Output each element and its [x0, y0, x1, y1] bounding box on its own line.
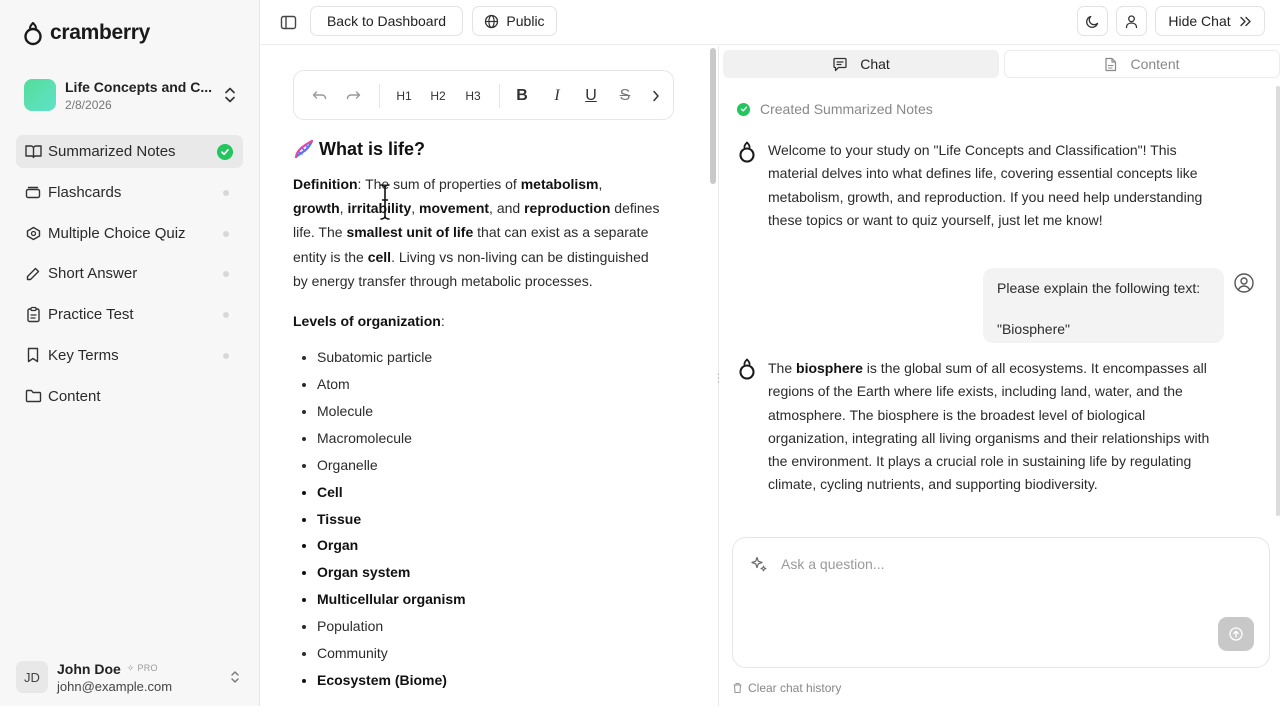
theme-toggle-button[interactable]	[1077, 6, 1108, 36]
visibility-button[interactable]	[472, 6, 557, 36]
list-item: • Atom	[317, 371, 663, 398]
toolbar-divider	[379, 84, 380, 108]
moon-icon	[1085, 14, 1100, 29]
avatar: JD	[16, 661, 48, 693]
text-run: : The sum of properties of	[357, 176, 521, 192]
brand-name: cramberry	[50, 21, 151, 44]
target-icon	[24, 224, 42, 242]
levels-label: Levels of organization	[293, 313, 441, 330]
notes-editor[interactable]	[261, 46, 716, 706]
text-run: ,	[339, 200, 348, 217]
sidebar-item-key-terms[interactable]	[16, 339, 243, 372]
chevron-up-down-icon[interactable]	[228, 669, 242, 685]
bold-button[interactable]: B	[516, 87, 528, 104]
user-message-line: Please explain the following text:	[997, 280, 1201, 296]
definition-label: Definition	[293, 176, 358, 192]
assistant-answer-message	[768, 357, 1213, 497]
tab-content-label: Content	[1130, 56, 1180, 72]
cramberry-bot-icon	[737, 357, 757, 381]
document-icon	[1104, 57, 1117, 72]
status-badge	[737, 101, 933, 117]
text-run: . Living vs non-living can be distinguished by energy transfer through metabolic processes.	[293, 248, 649, 289]
list-item: • Cell	[317, 479, 663, 506]
pro-badge-label: PRO	[137, 663, 158, 673]
project-thumbnail	[24, 79, 56, 111]
hide-chat-label: Hide Chat	[1168, 13, 1231, 29]
globe-icon	[484, 14, 499, 29]
cards-icon	[24, 183, 42, 201]
toolbar-divider	[499, 84, 500, 108]
text-run: ,	[598, 176, 603, 192]
profile-button[interactable]	[1116, 6, 1147, 36]
list-item: • Population	[317, 613, 663, 640]
cramberry-logo-icon	[22, 20, 44, 46]
bold-term: reproduction	[524, 200, 611, 217]
user-email: john@example.com	[57, 678, 173, 694]
sidebar-item-label: Summarized Notes	[48, 143, 176, 160]
cramberry-bot-icon	[737, 140, 757, 164]
note-heading-text: What is life?	[319, 138, 426, 159]
chat-input[interactable]	[781, 552, 1201, 576]
chat-scrollbar[interactable]	[1276, 86, 1280, 516]
levels-list	[293, 344, 663, 694]
text-run: ,	[411, 200, 420, 217]
note-heading	[293, 136, 663, 162]
folder-icon	[24, 387, 42, 405]
heading-2-button[interactable]: H2	[430, 89, 446, 103]
bold-term: growth	[293, 200, 340, 217]
chat-panel	[719, 46, 1280, 706]
list-item: • Tissue	[317, 506, 663, 533]
user-icon	[1124, 14, 1139, 29]
user-name: John Doe	[57, 660, 121, 677]
list-item: • Molecule	[317, 398, 663, 425]
sidebar-item-short-answer[interactable]	[16, 257, 243, 290]
sidebar-item-summarized-notes[interactable]	[16, 135, 243, 168]
sidebar-item-content[interactable]	[16, 380, 243, 413]
chat-bubble-icon	[832, 57, 848, 72]
sidebar-item-label: Practice Test	[48, 306, 134, 324]
bold-term: movement	[419, 200, 490, 217]
send-button[interactable]	[1218, 617, 1254, 651]
chat-composer	[732, 537, 1270, 668]
status-dot	[223, 231, 229, 237]
text-run: is the global sum of all ecosystems. It encompasses all regions of the Earth where life exists, including land, water, and the atmosphere. The biosphere is the broadest level of biological organization, integrating all living organisms and their relationships with the environment. It plays a crucial role in sustaining life by regulating climate, cycling nutrients, and supporting biodiversity.	[768, 360, 1210, 493]
sidebar	[0, 0, 260, 706]
sidebar-item-label: Content	[48, 387, 101, 405]
sidebar-item-multiple-choice-quiz[interactable]	[16, 217, 243, 250]
check-circle-icon	[737, 103, 750, 116]
bold-term: smallest unit of life	[346, 224, 474, 241]
sidebar-item-label: Short Answer	[48, 265, 138, 283]
project-title: Life Concepts and C...	[65, 78, 213, 95]
text-run: The	[768, 360, 797, 376]
status-dot	[223, 312, 229, 318]
text-run: , and	[489, 200, 525, 217]
user-message-bubble	[983, 268, 1224, 343]
dna-icon	[293, 138, 315, 160]
visibility-label: Public	[506, 13, 545, 29]
editor-toolbar	[293, 70, 674, 120]
levels-colon: :	[440, 313, 445, 330]
sidebar-item-flashcards[interactable]	[16, 176, 243, 209]
clear-chat-history-button[interactable]	[732, 681, 841, 695]
project-selector[interactable]	[24, 76, 240, 114]
tab-content[interactable]	[1004, 50, 1280, 78]
status-dot	[223, 190, 229, 196]
undo-icon[interactable]	[308, 84, 330, 108]
list-item: • Organ system	[317, 559, 663, 586]
sidebar-nav	[16, 135, 243, 421]
text-run: defines life. The	[293, 200, 660, 241]
definition-paragraph	[293, 172, 663, 293]
pencil-icon	[24, 265, 42, 283]
list-item: • Subatomic particle	[317, 344, 663, 371]
clear-chat-label: Clear chat history	[748, 681, 842, 695]
clipboard-icon	[24, 306, 42, 324]
user-avatar-icon	[1233, 272, 1255, 294]
bold-term: irritability	[347, 200, 412, 217]
sparkles-icon	[750, 555, 768, 573]
list-item: • Organ	[317, 532, 663, 559]
bold-term: metabolism	[520, 176, 599, 192]
project-date: 2/8/2026	[65, 97, 112, 112]
chat-tabs	[723, 50, 1278, 78]
user-message-quote: "Biosphere"	[997, 321, 1070, 337]
list-item: • Multicellular organism	[317, 586, 663, 613]
back-to-dashboard-button[interactable]: Back to Dashboard	[310, 6, 463, 36]
heading-3-button[interactable]: H3	[465, 89, 481, 103]
notes-document	[293, 136, 663, 694]
sidebar-item-practice-test[interactable]	[16, 298, 243, 331]
top-bar	[261, 0, 1280, 45]
strikethrough-button[interactable]: S	[619, 87, 631, 104]
status-dot	[223, 271, 229, 277]
user-account-menu[interactable]	[16, 660, 244, 694]
list-item: • Organelle	[317, 452, 663, 479]
text-run: that can exist as a separate entity is the	[293, 224, 649, 265]
list-item: • Ecosystem (Biome)	[317, 667, 663, 694]
status-text: Created Summarized Notes	[760, 101, 933, 117]
text-cursor-icon	[379, 183, 391, 221]
book-open-icon	[24, 143, 42, 161]
brand-logo[interactable]	[22, 20, 150, 46]
levels-heading	[293, 309, 663, 333]
chevron-right-icon[interactable]	[646, 84, 666, 108]
bold-term: biosphere	[796, 360, 863, 376]
tab-chat[interactable]	[723, 50, 999, 78]
chevrons-right-icon	[1239, 16, 1252, 27]
sidebar-item-label: Flashcards	[48, 183, 122, 201]
send-arrow-icon	[1229, 627, 1243, 641]
bookmark-icon	[24, 346, 42, 364]
assistant-welcome-message: Welcome to your study on "Life Concepts and Classification"! This material delves into what defines life, covering essential concepts like metabolism, growth, and reproduction. If you need help understanding these topics or want to quiz yourself, just let me know!	[768, 142, 1203, 228]
list-item: • Macromolecule	[317, 425, 663, 452]
sidebar-item-label: Key Terms	[48, 346, 119, 364]
bold-term: cell	[367, 248, 392, 265]
underline-button[interactable]: U	[585, 87, 597, 104]
sidebar-toggle-icon[interactable]	[277, 11, 299, 33]
redo-icon[interactable]	[342, 84, 364, 108]
status-dot	[223, 353, 229, 359]
sidebar-item-label: Multiple Choice Quiz	[48, 224, 186, 242]
italic-button[interactable]: I	[554, 87, 560, 104]
trash-icon	[732, 682, 743, 694]
check-circle-icon	[217, 144, 233, 160]
list-item: • Community	[317, 640, 663, 667]
chevron-up-down-icon[interactable]	[222, 86, 238, 104]
heading-1-button[interactable]: H1	[396, 89, 412, 103]
hide-chat-button[interactable]	[1155, 6, 1265, 36]
editor-scrollbar[interactable]	[710, 48, 716, 184]
tab-chat-label: Chat	[860, 56, 890, 72]
pro-badge: ✧ PRO	[126, 663, 158, 673]
